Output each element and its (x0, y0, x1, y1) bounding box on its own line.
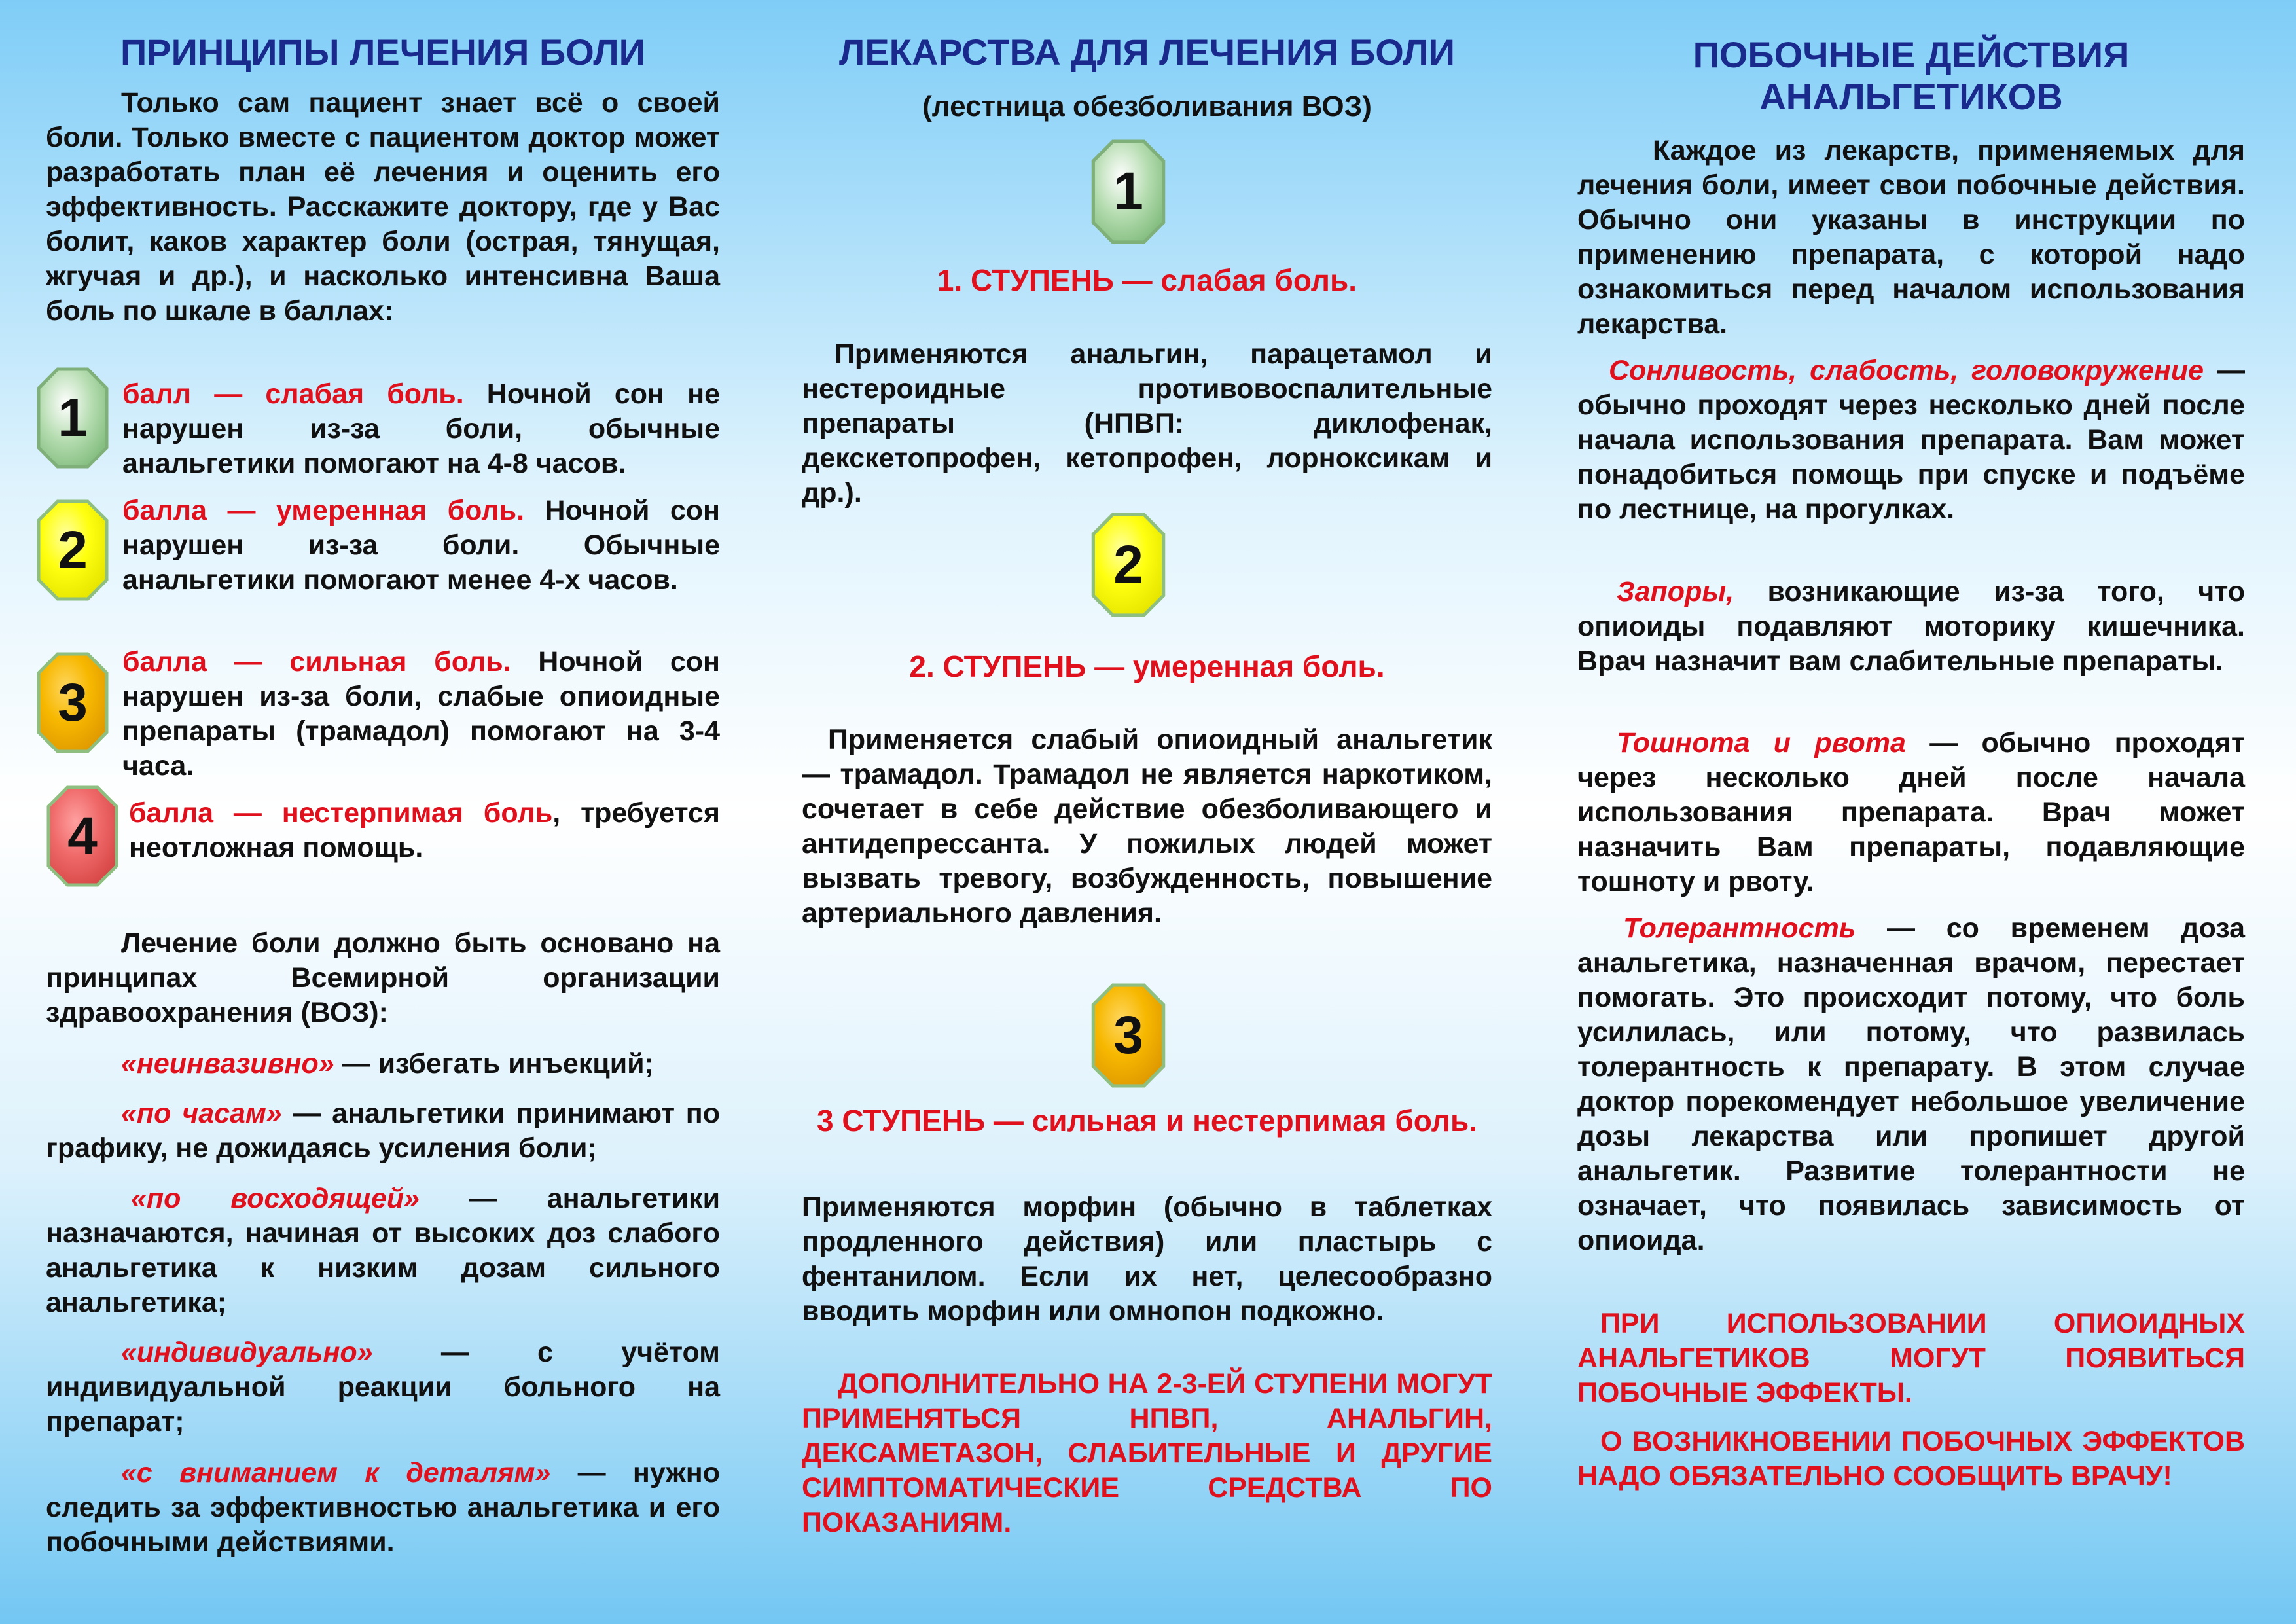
level-2-label: балла — умеренная боль. (122, 495, 525, 526)
level-4-badge (46, 785, 119, 887)
level-2-description: Ночной сон нарушен из-за боли. Обычные анальгетики помогают менее 4-х часов. (122, 495, 720, 596)
warning-tell-doctor: О ВОЗНИКНОВЕНИИ ПОБОЧНЫХ ЭФФЕКТОВ НАДО ОБЯЗАТЕЛЬНО СООБЩИТЬ ВРАЧУ! (1577, 1426, 2245, 1492)
side-effect-item (1577, 575, 2245, 679)
who-principles-intro: Лечение боли должно быть основано на принципах Всемирной организации здравоохранения (ВОЗ): (46, 928, 720, 1028)
principle-description: — анальгетики принимают по графику, не дожидаясь усиления боли; (46, 1098, 720, 1164)
side-effect-description: возникающие из-за того, что опиоиды подавляют моторику кишечника. Врач назначит вам слабительные препараты. (1577, 576, 2245, 677)
level-1-badge (37, 367, 109, 469)
level-1-description: Ночной сон не нарушен из-за боли, обычные анальгетики помогают на 4-8 часов. (122, 378, 720, 479)
step-3-text: Применяются морфин (обычно в таблетках продленного действия) или пластырь с фентанилом. Если их нет, целесообразно вводить морфин или омнопон подкожно. (802, 1191, 1492, 1327)
level-1-number: 1 (58, 388, 88, 448)
principle-term: «неинвазивно» (121, 1048, 334, 1079)
side-effect-term: Сонливость, слабость, головокружение (1609, 355, 2204, 386)
principle-description: — нужно следить за эффективностью анальгетика и его побочными действиями. (46, 1457, 720, 1558)
principle-description: — избегать инъекций; (334, 1048, 654, 1079)
principle-term: «по восходящей» (131, 1183, 420, 1214)
principle-description: — анальгетики назначаются, начиная от высоких доз слабого анальгетика к низким дозам сильного анальгетика; (46, 1183, 721, 1318)
intro-paragraph: Каждое из лекарств, применяемых для лечения боли, имеет свои побочные действия. Обычно они указаны в инструкции по применению препарата, с которой надо ознакомиться перед началом использования лекарства. (1577, 135, 2245, 340)
level-3-label: балла — сильная боль. (122, 646, 511, 677)
principle-term: «индивидуально» (121, 1337, 373, 1368)
level-3-number: 3 (58, 672, 88, 732)
side-effect-term: Тошнота и рвота (1617, 727, 1906, 759)
side-effect-description: — со временем доза анальгетика, назначенная врачом, перестает помогать. Это происходит потому, что боль усилилась, или потому, что развилась толерантность к препарату. В этом случае доктор порекомендует небольшое увеличение дозы лекарства или пропишет другой анальгетик. Развитие толерантности не означает, что появилась зависимость от опиоида. (1577, 912, 2245, 1256)
step-2-title: 2. СТУПЕНЬ — умеренная боль. (909, 649, 1385, 683)
level-2-badge (37, 499, 109, 601)
step-1-badge (1091, 139, 1166, 244)
section-title: ПОБОЧНЫЕ ДЕЙСТВИЯ АНАЛЬГЕТИКОВ (1693, 34, 2130, 117)
level-3-badge (37, 652, 109, 753)
principle-term: «с вниманием к деталям» (121, 1457, 551, 1489)
level-2-text (122, 494, 720, 598)
level-2-number: 2 (58, 520, 88, 580)
level-3-description: Ночной сон нарушен из-за боли, слабые опиоидные препараты (трамадол) помогают на 3-4 часа. (122, 646, 720, 782)
side-effect-item (1577, 726, 2245, 899)
principle-item (46, 1047, 720, 1081)
warning-opioid-side-effects: ПРИ ИСПОЛЬЗОВАНИИ ОПИОИДНЫХ АНАЛЬГЕТИКОВ МОГУТ ПОЯВИТЬСЯ ПОБОЧНЫЕ ЭФФЕКТЫ. (1577, 1308, 2245, 1409)
section-subtitle: (лестница обезболивания ВОЗ) (922, 90, 1372, 122)
side-effect-description: — обычно проходят через несколько дней после начала использования препарата. Вам может понадобиться помощь при спуске и подъёме по лестнице, на прогулках. (1577, 355, 2246, 525)
additional-note: ДОПОЛНИТЕЛЬНО НА 2-3-ЕЙ СТУПЕНИ МОГУТ ПРИМЕНЯТЬСЯ НПВП, АНАЛЬГИН, ДЕКСАМЕТАЗОН, СЛАБИТЕЛЬНЫЕ И ДРУГИЕ СИМПТОМАТИЧЕСКИЕ СРЕДСТВА ПО ПОКАЗАНИЯМ. (802, 1368, 1492, 1538)
step-1-number: 1 (1113, 162, 1143, 221)
step-1-title: 1. СТУПЕНЬ — слабая боль. (937, 263, 1357, 297)
level-4-description: , требуется неотложная помощь. (129, 797, 720, 863)
side-effect-description: — обычно проходят через несколько дней после начала использования препарата. Врач может назначить Вам препараты, подавляющие тошноту и рвоту. (1577, 727, 2245, 897)
principle-item (46, 1096, 720, 1166)
intro-paragraph: Только сам пациент знает всё о своей боли. Только вместе с пациентом доктор может разработать план её лечения и оценить его эффективность. Расскажите доктору, где у Вас болит, каков характер боли (острая, тянущая, жгучая и др.), и насколько интенсивна Ваша боль по шкале в баллах: (46, 87, 720, 327)
level-4-text (129, 796, 720, 865)
level-1-label: балл — слабая боль. (122, 378, 464, 410)
side-effect-item (1577, 911, 2245, 1258)
step-3-number: 3 (1113, 1005, 1143, 1065)
principle-item (46, 1335, 720, 1439)
side-effect-term: Толерантность (1623, 912, 1856, 944)
side-effect-item (1577, 353, 2245, 527)
section-title: ЛЕКАРСТВА ДЛЯ ЛЕЧЕНИЯ БОЛИ (839, 31, 1455, 73)
step-3-title: 3 СТУПЕНЬ — сильная и нестерпимая боль. (816, 1104, 1478, 1138)
level-4-label: балла — нестерпимая боль (129, 797, 553, 829)
step-2-number: 2 (1113, 535, 1143, 594)
section-title: ПРИНЦИПЫ ЛЕЧЕНИЯ БОЛИ (120, 31, 645, 73)
step-3-badge (1091, 983, 1166, 1088)
step-2-badge (1091, 513, 1166, 617)
step-1-text: Применяются анальгин, парацетамол и нестероидные противовоспалительные препараты (НПВП: диклофенак, декскетопрофен, кетопрофен, лорноксикам и др.). (802, 338, 1492, 509)
step-2-text: Применяется слабый опиоидный анальгетик — трамадол. Трамадол не является наркотиком, сочетает в себе действие обезболивающего и антидепрессанта. У пожилых людей может вызвать тревогу, возбужденность, повышение артериального давления. (802, 724, 1492, 929)
principle-item (46, 1456, 720, 1560)
principle-term: «по часам» (121, 1098, 282, 1129)
principle-description: — с учётом индивидуальной реакции больного на препарат; (46, 1337, 720, 1437)
principle-item (46, 1182, 720, 1320)
level-1-text (122, 377, 720, 481)
side-effect-term: Запоры, (1617, 576, 1734, 607)
level-3-text (122, 645, 720, 784)
level-4-number: 4 (67, 806, 98, 866)
